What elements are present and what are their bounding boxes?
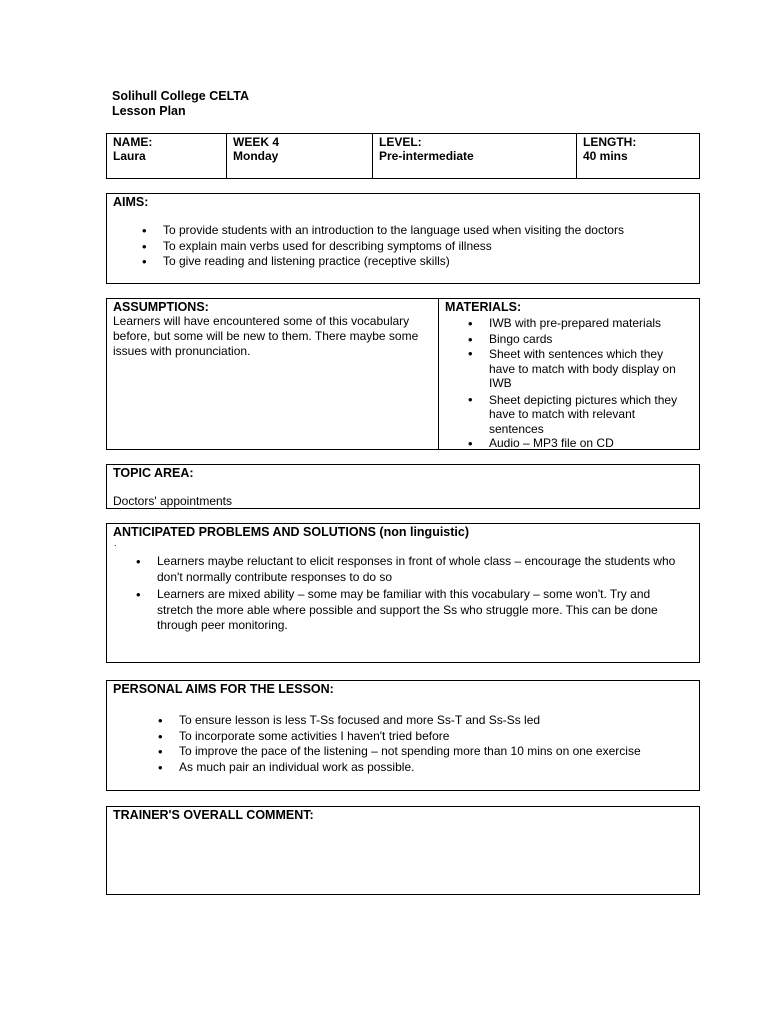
materials-heading: MATERIALS: — [445, 300, 522, 314]
college-name: Solihull College CELTA — [112, 89, 250, 103]
length-label: LENGTH: — [583, 135, 637, 149]
week-label: WEEK 4 — [233, 135, 280, 149]
stray-dot: . — [114, 538, 117, 548]
assumptions-materials-table — [106, 298, 700, 450]
length-cell — [576, 134, 699, 178]
topic-section — [106, 464, 700, 509]
list-item: • Bingo cards — [489, 332, 685, 348]
aims-section — [106, 193, 700, 284]
name-label: NAME: — [113, 135, 153, 149]
assumptions-cell — [107, 299, 438, 449]
list-item: • To give reading and listening practice (receptive skills) — [163, 254, 693, 270]
week-value: Monday — [233, 149, 279, 163]
personal-aims-heading: PERSONAL AIMS FOR THE LESSON: — [113, 682, 334, 696]
problems-section — [106, 523, 700, 663]
aims-heading: AIMS: — [113, 195, 149, 209]
materials-list — [489, 316, 693, 452]
materials-cell — [438, 299, 699, 449]
list-item: • Learners are mixed ability – some may be familiar with this vocabulary – some won't. Try and stretch the more able where possible and support the Ss who struggle more. This can be done through peer monitoring. — [157, 587, 679, 634]
aims-list — [163, 223, 693, 270]
name-cell — [107, 134, 226, 178]
list-item: • To improve the pace of the listening – not spending more than 10 mins on one exercise — [179, 744, 693, 760]
list-item: • To incorporate some activities I haven't tried before — [179, 729, 693, 745]
list-item: • Audio – MP3 file on CD — [489, 436, 685, 452]
personal-aims-section — [106, 680, 700, 791]
document-title — [112, 89, 249, 119]
problems-list — [157, 554, 693, 634]
personal-aims-list — [179, 713, 693, 775]
name-value: Laura — [113, 149, 146, 163]
doc-type: Lesson Plan — [112, 104, 186, 118]
topic-text: Doctors' appointments — [113, 494, 233, 508]
trainer-heading: TRAINER'S OVERALL COMMENT: — [113, 808, 314, 822]
trainer-comment-section — [106, 806, 700, 895]
list-item: • As much pair an individual work as possible. — [179, 760, 693, 776]
level-value: Pre-intermediate — [379, 149, 474, 163]
list-item: • IWB with pre-prepared materials — [489, 316, 685, 332]
topic-heading: TOPIC AREA: — [113, 466, 194, 480]
assumptions-text: Learners will have encountered some of this vocabulary before, but some will be new to them. There maybe some issues with pronunciation. — [113, 314, 419, 358]
list-item: • To ensure lesson is less T-Ss focused and more Ss-T and Ss-Ss led — [179, 713, 693, 729]
list-item: • Sheet depicting pictures which they have to match with relevant sentences — [489, 393, 685, 437]
level-cell — [372, 134, 576, 178]
info-table — [106, 133, 700, 179]
list-item: • To provide students with an introduction to the language used when visiting the doctors — [163, 223, 693, 239]
assumptions-heading: ASSUMPTIONS: — [113, 300, 209, 314]
list-item: • Learners maybe reluctant to elicit responses in front of whole class – encourage the students who don't normally contribute responses to do so — [157, 554, 679, 585]
week-cell — [226, 134, 372, 178]
list-item: • To explain main verbs used for describing symptoms of illness — [163, 239, 693, 255]
problems-heading: ANTICIPATED PROBLEMS AND SOLUTIONS (non linguistic) — [113, 525, 470, 539]
list-item: • Sheet with sentences which they have to match with body display on IWB — [489, 347, 685, 391]
length-value: 40 mins — [583, 149, 628, 163]
level-label: LEVEL: — [379, 135, 422, 149]
